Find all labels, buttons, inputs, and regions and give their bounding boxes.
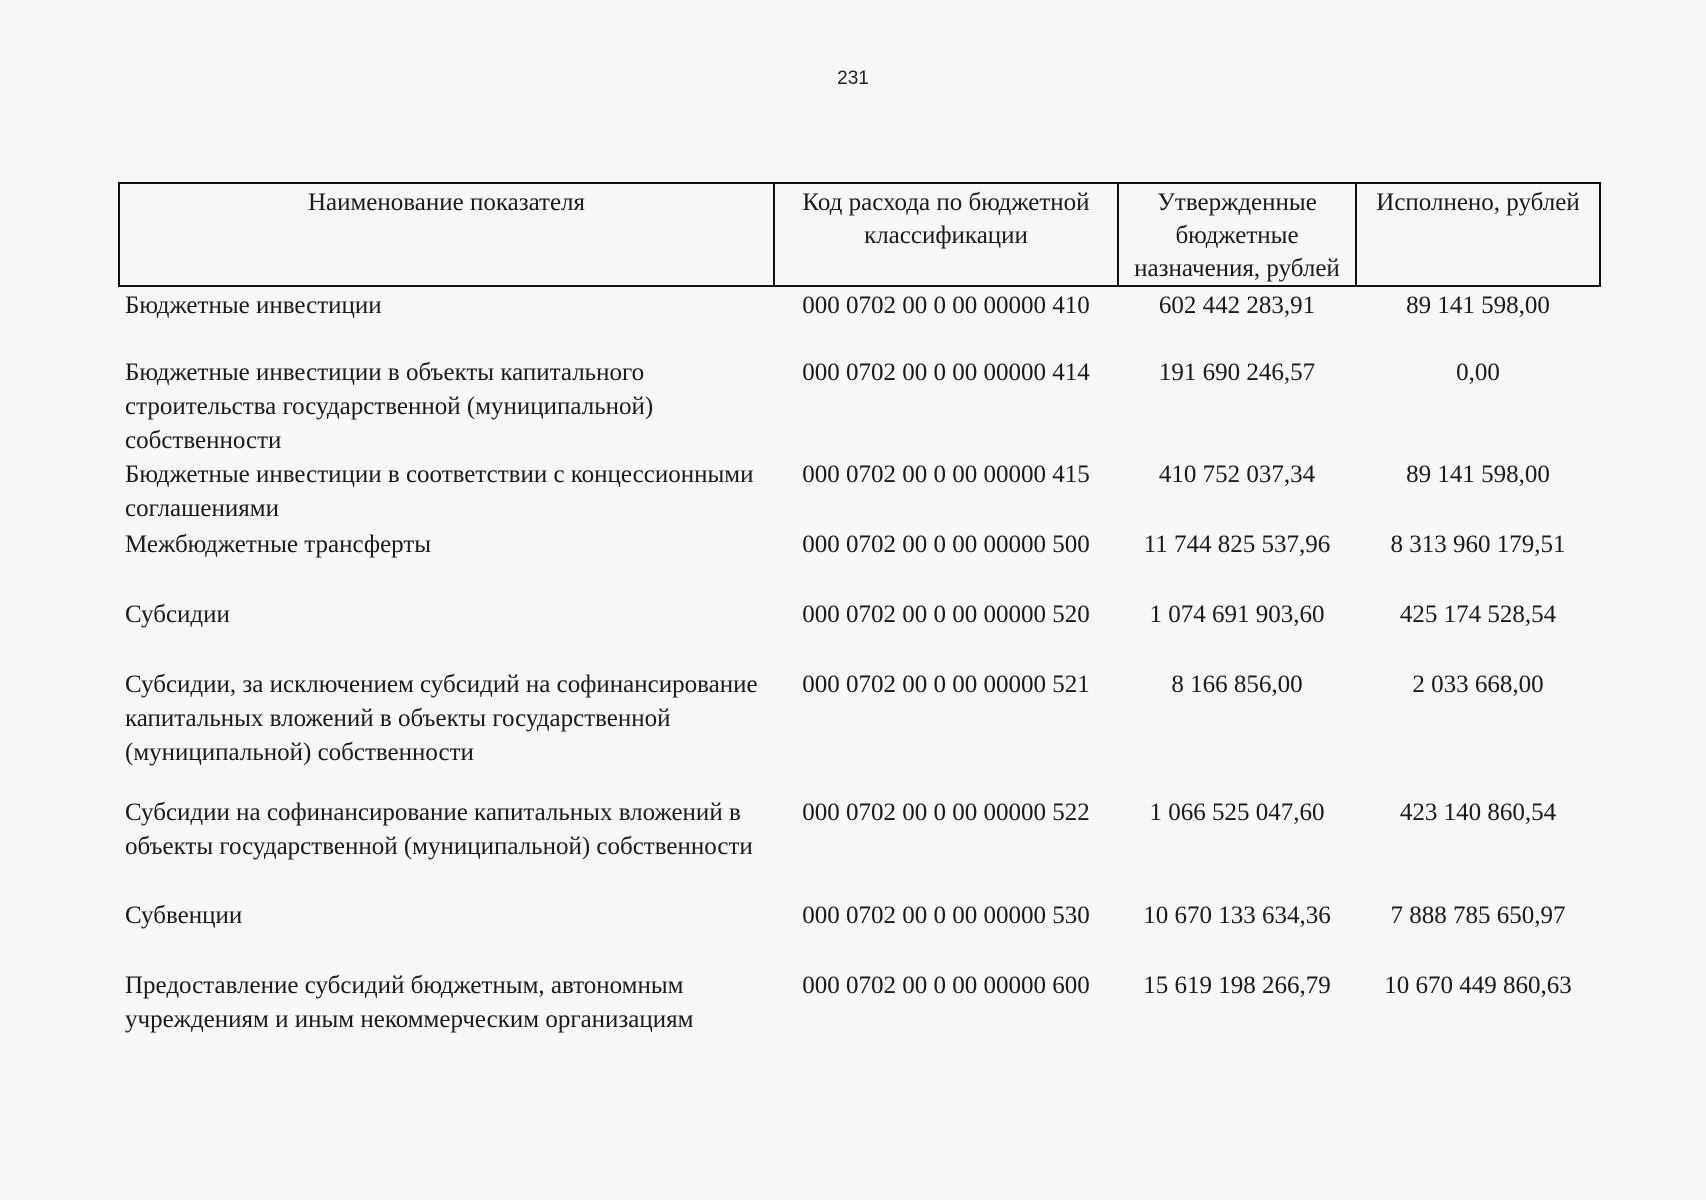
- row-approved: 1 066 525 047,60: [1149, 799, 1325, 826]
- table-row: [119, 796, 1600, 899]
- row-name: Субсидии, за исключением субсидий на софинансирование капитальных вложений в объекты государственной (муниципальной) собственности: [125, 671, 758, 766]
- table-body: [119, 286, 1600, 1041]
- row-name: Межбюджетные трансферты: [125, 531, 432, 558]
- table-row: [119, 899, 1600, 969]
- table-row: [119, 356, 1600, 458]
- row-approved: 15 619 198 266,79: [1143, 972, 1331, 999]
- row-code: 000 0702 00 0 00 00000 530: [802, 902, 1090, 929]
- row-code: 000 0702 00 0 00 00000 520: [802, 601, 1090, 628]
- row-executed: 7 888 785 650,97: [1390, 902, 1566, 929]
- row-code: 000 0702 00 0 00 00000 414: [802, 359, 1090, 386]
- row-approved: 1 074 691 903,60: [1149, 601, 1325, 628]
- row-name: Субсидии: [125, 601, 230, 628]
- row-approved: 10 670 133 634,36: [1143, 902, 1331, 929]
- row-code: 000 0702 00 0 00 00000 600: [802, 972, 1090, 999]
- row-executed: 8 313 960 179,51: [1390, 531, 1566, 558]
- row-approved: 191 690 246,57: [1158, 359, 1316, 386]
- row-approved: 410 752 037,34: [1158, 461, 1316, 488]
- row-code: 000 0702 00 0 00 00000 522: [802, 799, 1090, 826]
- row-executed: 89 141 598,00: [1406, 461, 1550, 488]
- header-approved: Утвержденные бюджетные назначения, рублей: [1118, 183, 1356, 286]
- row-name: Предоставление субсидий бюджетным, автономным учреждениям и иным некоммерческим организациям: [125, 972, 694, 1033]
- row-code: 000 0702 00 0 00 00000 521: [802, 671, 1090, 698]
- table-row: [119, 458, 1600, 528]
- row-name: Бюджетные инвестиции в объекты капитального строительства государственной (муниципальной) собственности: [125, 359, 654, 454]
- row-executed: 0,00: [1456, 359, 1500, 386]
- table-row: [119, 528, 1600, 598]
- row-code: 000 0702 00 0 00 00000 500: [802, 531, 1090, 558]
- header-executed: Исполнено, рублей: [1356, 183, 1600, 286]
- table-row: [119, 598, 1600, 668]
- row-executed: 2 033 668,00: [1412, 671, 1544, 698]
- row-executed: 10 670 449 860,63: [1384, 972, 1572, 999]
- row-name: Субсидии на софинансирование капитальных вложений в объекты государственной (муниципальной) собственности: [125, 799, 753, 860]
- header-row: [119, 183, 1600, 286]
- row-code: 000 0702 00 0 00 00000 415: [802, 461, 1090, 488]
- header-name: Наименование показателя: [119, 183, 774, 286]
- row-approved: 602 442 283,91: [1158, 292, 1316, 319]
- table-header: [119, 183, 1600, 286]
- budget-table: [118, 182, 1601, 1041]
- row-approved: 11 744 825 537,96: [1143, 531, 1331, 558]
- table-row: [119, 286, 1600, 356]
- row-name: Бюджетные инвестиции в соответствии с концессионными соглашениями: [125, 461, 754, 522]
- row-name: Бюджетные инвестиции: [125, 292, 382, 319]
- row-code: 000 0702 00 0 00 00000 410: [802, 292, 1090, 319]
- row-approved: 8 166 856,00: [1171, 671, 1303, 698]
- budget-table-container: [118, 182, 1599, 1041]
- row-executed: 423 140 860,54: [1399, 799, 1557, 826]
- header-code: Код расхода по бюджетной классификации: [774, 183, 1118, 286]
- row-executed: 425 174 528,54: [1399, 601, 1557, 628]
- page-number: 231: [837, 68, 869, 89]
- row-name: Субвенции: [125, 902, 243, 929]
- table-row: [119, 969, 1600, 1041]
- table-row: [119, 668, 1600, 796]
- row-executed: 89 141 598,00: [1406, 292, 1550, 319]
